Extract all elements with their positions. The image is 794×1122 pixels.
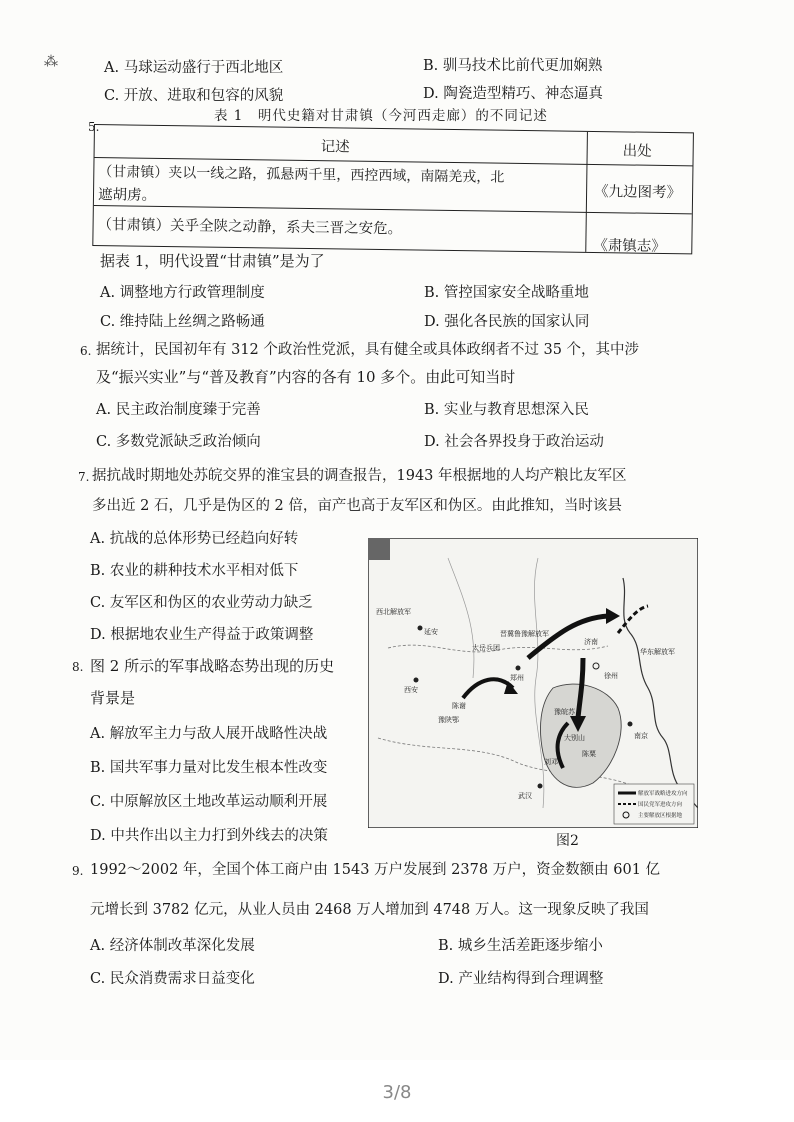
map-label-chenxie: 陈谢: [452, 702, 466, 710]
city-marker: [414, 678, 419, 683]
table-row1-text-line1: （甘肃镇）夹以一线之路，孤悬两千里，西控西域，南隔羌戎，北: [98, 164, 505, 186]
q5-option-b[interactable]: B. 管控国家安全战略重地: [424, 285, 589, 301]
q6-option-a[interactable]: A. 民主政治制度臻于完善: [96, 402, 261, 418]
map-label-xuzhou: 徐州: [604, 672, 618, 680]
table-row1-source: 《九边图考》: [593, 183, 682, 202]
q8-option-c[interactable]: C. 中原解放区土地改革运动顺利开展: [90, 794, 328, 810]
q6-stem-line2: 及“振兴实业”与“普及教育”内容的各有 10 多个。由此可知当时: [96, 368, 516, 386]
map-label-yushan: 豫陕鄂: [438, 716, 459, 724]
q7-option-d[interactable]: D. 根据地农业生产得益于政策调整: [90, 627, 314, 643]
q9-stem-line2: 元增长到 3782 亿元，从业人员由 2468 万人增加到 4748 万人。这一现象反映了我国: [90, 902, 649, 918]
map-label-nanjing: 南京: [634, 732, 648, 740]
q9-stem-line1: 1992～2002 年，全国个体工商户由 1543 万户发展到 2378 万户，资金数额由 601 亿: [90, 862, 661, 878]
city-marker: [628, 722, 633, 727]
table-row1-text-line2: 遮胡虏。: [97, 187, 157, 204]
q9-option-d[interactable]: D. 产业结构得到合理调整: [438, 971, 604, 987]
q7-option-c[interactable]: C. 友军区和伪区的农业劳动力缺乏: [90, 595, 313, 611]
q5-option-a[interactable]: A. 调整地方行政管理制度: [100, 285, 265, 301]
map-label-yanan: 延安: [424, 628, 438, 636]
city-marker: [418, 626, 423, 631]
map-label-jinan: 济南: [584, 638, 598, 646]
table-header-source: 出处: [622, 143, 652, 160]
map-label-yuexiang: 豫皖苏: [554, 708, 575, 716]
city-marker: [538, 784, 543, 789]
q8-option-b[interactable]: B. 国共军事力量对比发生根本性改变: [90, 760, 328, 776]
q8-stem-line1: 图 2 所示的军事战略态势出现的历史: [90, 657, 335, 675]
q8-option-a[interactable]: A. 解放军主力与敌人展开战略性决战: [90, 726, 328, 742]
table-row2-source: 《肃镇志》: [593, 237, 666, 255]
q4-option-a[interactable]: A. 马球运动盛行于西北地区: [104, 60, 284, 76]
map-label-dabie: 大别山: [564, 734, 585, 742]
q6-option-c[interactable]: C. 多数党派缺乏政治倾向: [96, 434, 261, 450]
viewer-footer: [0, 1060, 794, 1122]
q7-number: 7.: [78, 470, 90, 484]
legend-item-offensive: 解放军战略进攻方向: [638, 791, 688, 797]
q5-option-c[interactable]: C. 维持陆上丝绸之路畅通: [100, 314, 265, 330]
map-label-taiyue: 太岳兵团: [472, 644, 500, 652]
map-label-liudeng: 刘邓: [544, 758, 558, 766]
map-label-wuhan: 武汉: [518, 792, 532, 800]
q4-option-d[interactable]: D. 陶瓷造型精巧、神态逼真: [423, 86, 603, 102]
q8-number: 8.: [72, 660, 84, 674]
q7-stem-line2: 多出近 2 石，几乎是伪区的 2 倍，亩产也高于友军区和伪区。由此推知，当时该县: [92, 498, 622, 514]
q8-option-d[interactable]: D. 中共作出以主力打到外线去的决策: [90, 828, 328, 844]
table-header-record: 记述: [320, 139, 350, 156]
page-indicator: 3/8: [382, 1082, 412, 1103]
map-label-chensu: 陈粟: [582, 750, 596, 758]
q5-number: 5.: [88, 120, 100, 134]
q9-option-a[interactable]: A. 经济体制改革深化发展: [90, 938, 255, 954]
q6-option-d[interactable]: D. 社会各界投身于政治运动: [424, 434, 604, 450]
q9-option-b[interactable]: B. 城乡生活差距逐步缩小: [438, 938, 603, 954]
q6-stem-line1: 据统计，民国初年有 312 个政治性党派，具有健全或具体政纲者不过 35 个，其中涉: [96, 342, 640, 358]
q5-table-caption: 表 1 明代史籍对甘肃镇（今河西走廊）的不同记述: [214, 108, 548, 124]
map-label-east-army: 华东解放军: [640, 648, 675, 656]
map-label-zhengzhou: 郑州: [510, 674, 524, 682]
map-label-jinjilu: 晋冀鲁豫解放军: [500, 630, 549, 638]
map-label-xian: 西安: [404, 686, 418, 694]
q6-number: 6.: [80, 344, 92, 358]
legend-item-base: 主要解放区根据地: [638, 813, 683, 819]
figure-2-map: [368, 538, 698, 828]
map-corner-mark: [368, 538, 390, 560]
q7-option-a[interactable]: A. 抗战的总体形势已经趋向好转: [90, 531, 299, 547]
legend-item-kmt: 国民党军进攻方向: [638, 802, 683, 808]
figure-2-caption: 图2: [556, 833, 579, 849]
city-marker: [516, 666, 521, 671]
pen-mark: ⁂: [44, 54, 58, 70]
table-column-divider: [585, 132, 588, 252]
table-row2-text: （甘肃镇）关乎全陕之动静，系夫三晋之安危。: [97, 217, 403, 238]
table-row-divider: [94, 205, 692, 214]
q8-stem-line2: 背景是: [90, 689, 136, 707]
q5-option-d[interactable]: D. 强化各民族的国家认同: [424, 314, 590, 330]
q9-option-c[interactable]: C. 民众消费需求日益变化: [90, 971, 255, 987]
q5-table: [92, 124, 694, 254]
q6-option-b[interactable]: B. 实业与教育思想深入民: [424, 402, 589, 418]
q4-option-c[interactable]: C. 开放、进取和包容的风貌: [104, 88, 284, 104]
map-label-nw-army: 西北解放军: [376, 608, 411, 616]
q7-option-b[interactable]: B. 农业的耕种技术水平相对低下: [90, 563, 299, 579]
q7-stem-line1: 据抗战时期地处苏皖交界的淮宝县的调查报告，1943 年根据地的人均产粮比友军区: [92, 468, 627, 484]
q5-stem: 据表 1，明代设置“甘肃镇”是为了: [100, 252, 325, 270]
q9-number: 9.: [72, 864, 84, 878]
q4-option-b[interactable]: B. 驯马技术比前代更加娴熟: [423, 58, 603, 74]
